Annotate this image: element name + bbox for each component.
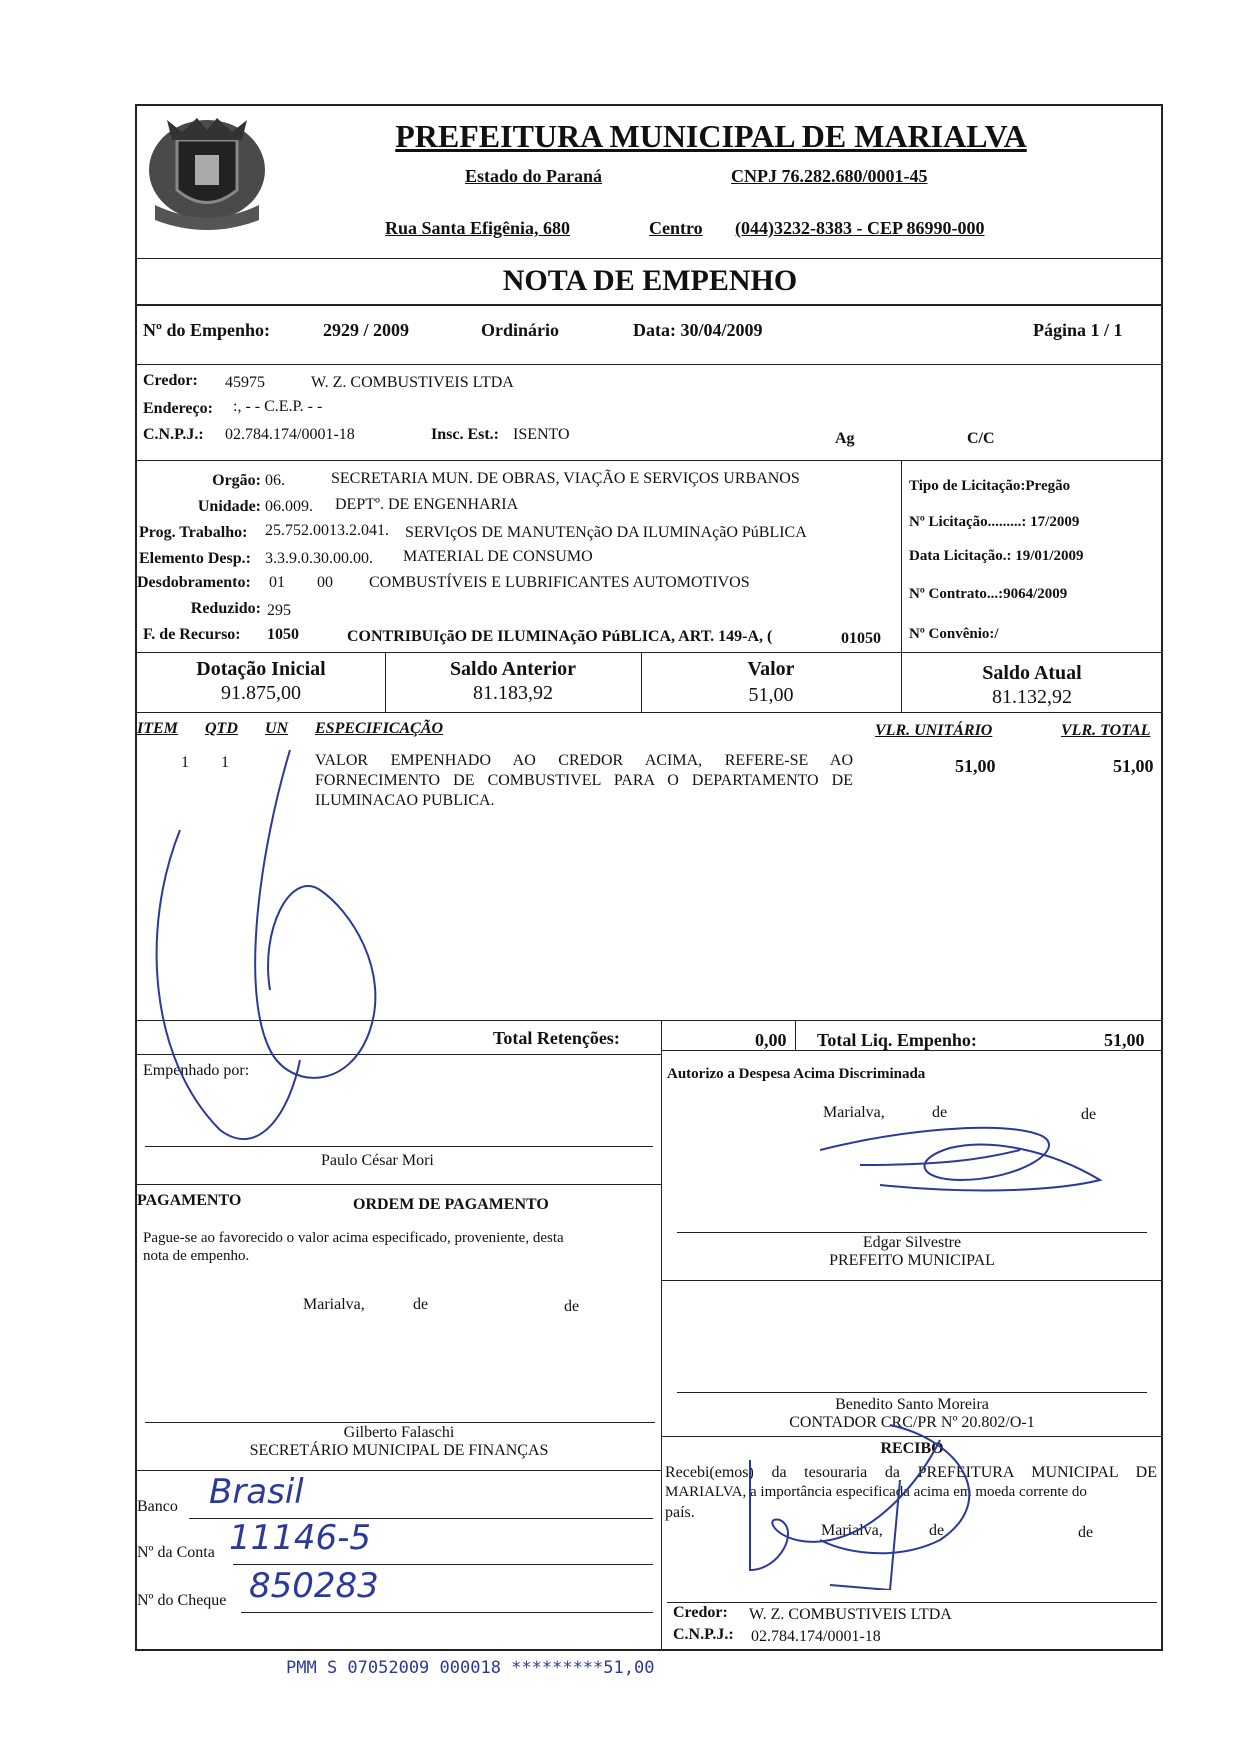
total-net-label: Total Liq. Empenho: <box>817 1030 977 1050</box>
receipt-creditor-label: Credor: <box>673 1604 728 1621</box>
cheque-number-handwritten: 850283 <box>249 1566 379 1606</box>
municipality-title: PREFEITURA MUNICIPAL DE MARIALVA <box>395 118 1027 154</box>
receipt-cnpj-value: 02.784.174/0001-18 <box>751 1628 881 1645</box>
finance-secretary-name: Gilberto Falaschi <box>343 1424 455 1441</box>
bid-number: Nº Licitação.........: 17/2009 <box>909 514 1080 530</box>
current-balance-label: Saldo Atual <box>982 662 1082 684</box>
receipt-de-2: de <box>1078 1524 1094 1541</box>
empenho-number-label: Nº do Empenho: <box>143 320 270 340</box>
program-label: Prog. Trabalho: <box>139 524 248 541</box>
contract-number: Nº Contrato...:9064/2009 <box>909 586 1068 602</box>
element-label: Elemento Desp.: <box>139 550 251 567</box>
unidade-label: Unidade: <box>197 498 261 515</box>
finance-secretary-title: SECRETÁRIO MUNICIPAL DE FINANÇAS <box>249 1442 549 1459</box>
col-unit-value: VLR. UNITÁRIO <box>875 722 993 739</box>
current-balance-value: 81.132,92 <box>992 686 1072 708</box>
mayor-signature <box>820 1120 1120 1210</box>
payment-city: Marialva, <box>303 1296 365 1313</box>
orgao-description: SECRETARIA MUN. DE OBRAS, VIAÇÃO E SERVIÇOS URBANOS <box>331 470 800 487</box>
authorize-de-1: de <box>932 1104 948 1121</box>
previous-balance-value: 81.183,92 <box>473 682 553 704</box>
item-desc-line-2: FORNECIMENTO DE COMBUSTIVEL PARA O DEPARTAMENTO DE <box>315 772 853 789</box>
item-desc-line-3: ILUMINACAO PUBLICA. <box>315 792 495 809</box>
resource-ref: 01050 <box>841 630 881 647</box>
empenho-date: Data: 30/04/2009 <box>633 320 763 340</box>
accountant-name: Benedito Santo Moreira <box>835 1396 989 1413</box>
receipt-creditor-name: W. Z. COMBUSTIVEIS LTDA <box>749 1606 952 1623</box>
breakdown-code-2: 00 <box>317 574 333 591</box>
payment-de-2: de <box>564 1298 580 1315</box>
total-retentions-label: Total Retenções: <box>493 1028 620 1048</box>
account-label: C/C <box>967 430 995 447</box>
empenho-type: Ordinário <box>481 320 560 340</box>
district-label: Centro <box>649 218 703 238</box>
creditor-cnpj: 02.784.174/0001-18 <box>225 426 355 443</box>
creditor-cnpj-label: C.N.P.J.: <box>143 426 204 443</box>
bid-date: Data Licitação.: 19/01/2009 <box>909 548 1084 564</box>
empenho-number: 2929 / 2009 <box>323 320 410 340</box>
creditor-name: W. Z. COMBUSTIVEIS LTDA <box>311 374 514 391</box>
receipt-text-2: MARIALVA, a importância especificada acima em moeda corrente do <box>665 1484 1087 1500</box>
accountant-title: CONTADOR CRC/PR Nº 20.802/O-1 <box>789 1414 1035 1431</box>
resource-label: F. de Recurso: <box>143 626 241 643</box>
col-qty: QTD <box>205 720 238 737</box>
item-number: 1 <box>181 754 189 771</box>
receipt-de-1: de <box>929 1522 945 1539</box>
resource-description: CONTRIBUIçãO DE ILUMINAçãO PúBLICA, ART. 149-A, ( <box>347 628 773 645</box>
previous-balance-label: Saldo Anterior <box>449 658 577 680</box>
col-unit: UN <box>265 720 289 737</box>
account-number-handwritten: 11146-5 <box>229 1518 372 1558</box>
receipt-text-1: Recebi(emos) da tesouraria da PREFEITURA MUNICIPAL DE <box>665 1464 1157 1481</box>
resource-code: 1050 <box>267 626 299 643</box>
mayor-title: PREFEITO MUNICIPAL <box>829 1252 995 1269</box>
payment-label: PAGAMENTO <box>137 1192 242 1209</box>
authorize-label: Autorizo a Despesa Acima Discriminada <box>667 1066 926 1082</box>
page-indicator: Página 1 / 1 <box>1033 320 1123 340</box>
amount-value: 51,00 <box>748 684 794 706</box>
element-description: MATERIAL DE CONSUMO <box>403 548 593 565</box>
total-retentions-value: 0,00 <box>755 1030 787 1050</box>
bank-label: Banco <box>137 1498 178 1515</box>
amount-label: Valor <box>747 658 795 680</box>
committed-by-label: Empenhado por: <box>143 1062 250 1079</box>
cheque-number-label: Nº do Cheque <box>137 1592 227 1609</box>
state-label: Estado do Paraná <box>465 166 603 186</box>
col-specification: ESPECIFICAÇÃO <box>315 720 444 737</box>
reduced-value: 295 <box>267 602 291 619</box>
item-unit-value: 51,00 <box>955 756 996 776</box>
total-net-value: 51,00 <box>1104 1030 1145 1050</box>
address-label: Endereço: <box>143 400 213 417</box>
agency-label: Ag <box>835 430 855 447</box>
item-desc-line-1: VALOR EMPENHADO AO CREDOR ACIMA, REFERE-SE AO <box>315 752 853 769</box>
agreement-number: Nº Convênio:/ <box>909 626 999 642</box>
element-code: 3.3.9.0.30.00.00. <box>265 550 373 567</box>
receipt-text-3: país. <box>665 1504 695 1521</box>
breakdown-code-1: 01 <box>269 574 285 591</box>
receipt-label: RECIBO <box>880 1440 944 1457</box>
breakdown-description: COMBUSTÍVEIS E LUBRIFICANTES AUTOMOTIVOS <box>369 574 750 591</box>
payment-de-1: de <box>413 1296 429 1313</box>
mayor-name: Edgar Silvestre <box>862 1234 962 1251</box>
unidade-description: DEPTº. DE ENGENHARIA <box>335 496 519 513</box>
receipt-signature <box>740 1420 1020 1590</box>
authorize-de-2: de <box>1081 1106 1097 1123</box>
creditor-code: 45975 <box>225 374 265 391</box>
orgao-code: 06. <box>265 472 285 489</box>
committed-by-name: Paulo César Mori <box>321 1152 434 1169</box>
initial-allocation-label: Dotação Inicial <box>196 658 326 680</box>
cnpj-label: CNPJ 76.282.680/0001-45 <box>731 166 928 186</box>
payment-stamp: PMM S 07052009 000018 *********51,00 <box>286 1658 655 1678</box>
phone-cep-label: (044)3232-8383 - CEP 86990-000 <box>735 218 985 238</box>
payment-text-2: nota de empenho. <box>143 1248 250 1264</box>
receipt-cnpj-label: C.N.P.J.: <box>673 1626 734 1643</box>
col-item: ITEM <box>137 720 178 737</box>
account-number-label: Nº da Conta <box>137 1544 215 1561</box>
address-value: :, - - C.E.P. - - <box>233 398 323 415</box>
breakdown-label: Desdobramento: <box>137 574 251 591</box>
creditor-label: Credor: <box>143 372 198 389</box>
street-label: Rua Santa Efigênia, 680 <box>385 218 571 238</box>
program-code: 25.752.0013.2.041. <box>265 522 389 539</box>
receipt-city: Marialva, <box>821 1522 883 1539</box>
item-qty: 1 <box>221 754 229 771</box>
payment-order-label: ORDEM DE PAGAMENTO <box>353 1196 549 1213</box>
unidade-code: 06.009. <box>265 498 313 515</box>
bid-type: Tipo de Licitação:Pregão <box>909 478 1071 494</box>
state-reg-label: Insc. Est.: <box>431 426 500 443</box>
initial-allocation-value: 91.875,00 <box>221 682 301 704</box>
bank-handwritten: Brasil <box>209 1472 304 1512</box>
col-total-value: VLR. TOTAL <box>1061 722 1151 739</box>
state-reg-value: ISENTO <box>513 426 570 443</box>
program-description: SERVIçOS DE MANUTENçãO DA ILUMINAçãO PúBLICA <box>405 524 807 541</box>
authorize-city: Marialva, <box>823 1104 885 1121</box>
orgao-label: Orgão: <box>212 472 261 489</box>
reduced-label: Reduzido: <box>190 600 261 617</box>
item-total-value: 51,00 <box>1113 756 1154 776</box>
document-title: NOTA DE EMPENHO <box>502 264 798 297</box>
committed-by-signature <box>140 730 420 1170</box>
payment-text-1: Pague-se ao favorecido o valor acima especificado, proveniente, desta <box>143 1230 564 1246</box>
